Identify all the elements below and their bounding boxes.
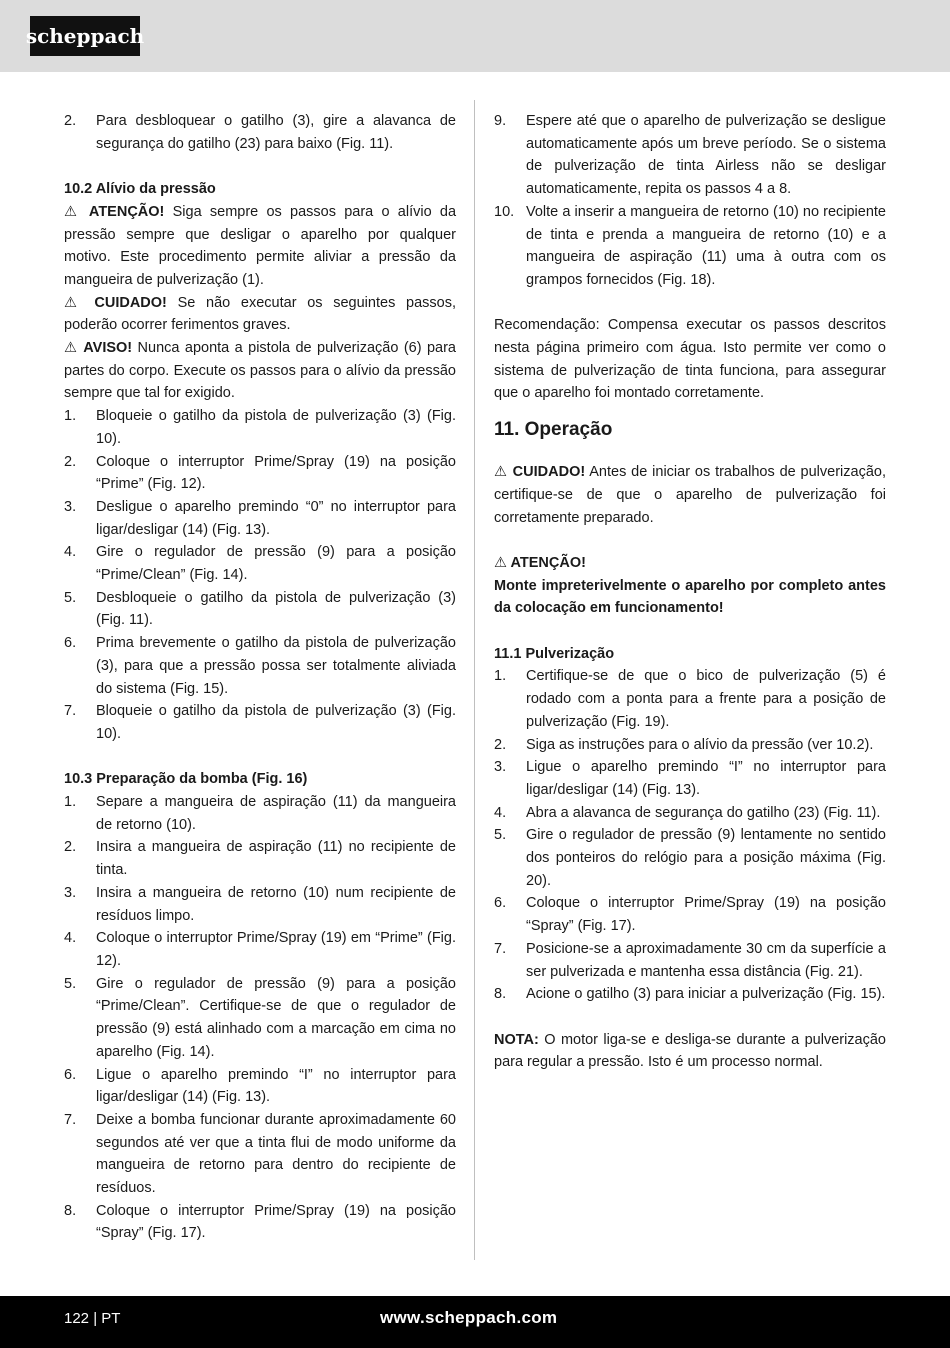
list-item [64, 110, 456, 155]
item-number: 2. [64, 839, 77, 856]
list-item [494, 734, 886, 757]
item-text: Bloqueie o gatilho da pistola de pulverização (3) (Fig. 10). [96, 703, 456, 742]
item-number: 1. [64, 408, 77, 425]
scheppach-logo: scheppach [30, 16, 140, 56]
list-item [64, 405, 456, 450]
list-item [494, 824, 886, 892]
item-number: 1. [494, 668, 507, 685]
item-number: 2. [494, 736, 507, 753]
item-number: 7. [494, 940, 507, 957]
item-text: Bloqueie o gatilho da pistola de pulverização (3) (Fig. 10). [96, 408, 456, 447]
item-text: Gire o regulador de pressão (9) lentamente no sentido dos ponteiros do relógio para a posição máxima (Fig. 20). [526, 827, 886, 889]
list-item [494, 665, 886, 733]
caution-label: ⚠ CUIDADO! [64, 294, 167, 311]
item-text: Coloque o interruptor Prime/Spray (19) em “Prime” (Fig. 12). [96, 930, 456, 969]
item-number: 10. [494, 203, 515, 220]
item-text: Posicione-se a aproximadamente 30 cm da superfície a ser pulverizada e mantenha essa distância (Fig. 21). [526, 940, 886, 980]
item-text: Volte a inserir a mangueira de retorno (10) no recipiente de tinta e prenda a mangueira de retorno (10) e a mangueira de aspiração (11) uma à outra com os grampos fornecidos (Fig. 18). [526, 203, 886, 288]
list-item [64, 700, 456, 745]
item-text: Coloque o interruptor Prime/Spray (19) na posição “Prime” (Fig. 12). [96, 453, 456, 493]
list-item [494, 938, 886, 983]
list-item [64, 1064, 456, 1109]
warning-paragraph [64, 337, 456, 405]
list-item [64, 973, 456, 1064]
item-number: 6. [64, 635, 77, 652]
caution-text: Se não executar os seguintes passos, poderão ocorrer ferimentos graves. [64, 294, 456, 334]
item-text: Coloque o interruptor Prime/Spray (19) na posição “Spray” (Fig. 17). [526, 895, 886, 935]
right-column [494, 110, 886, 1074]
list-item [494, 983, 886, 1006]
warning-label: ⚠ AVISO! [64, 340, 133, 357]
item-text: Coloque o interruptor Prime/Spray (19) na posição “Spray” (Fig. 17). [96, 1202, 456, 1242]
list-item [64, 927, 456, 972]
item-number: 3. [64, 498, 77, 515]
caution-paragraph [64, 292, 456, 337]
list-item [494, 756, 886, 801]
page-footer [0, 1296, 950, 1348]
note-paragraph [494, 1029, 886, 1074]
steps-11-1 [494, 665, 886, 1006]
list-item [494, 201, 886, 292]
list-item [64, 1109, 456, 1200]
item-number: 3. [494, 759, 507, 776]
caution-text: Antes de iniciar os trabalhos de pulverização, certifique-se de que o aparelho de pulverização foi corretamente preparado. [494, 464, 886, 526]
section-title-10-2: 10.2 Alívio da pressão [64, 181, 216, 198]
item-text: Certifique-se de que o bico de pulverização (5) é rodado com a ponta para a frente para a posição de pulverização (Fig. 19). [526, 668, 886, 730]
page-number: 122 | PT [64, 1310, 121, 1327]
recommendation-paragraph: Recomendação: Compensa executar os passos descritos nesta página primeiro com água. Isto permite ver como o sistema de pulverização de tinta funciona, para assegurar que o aparelho foi montado corretamente. [494, 317, 886, 402]
item-number: 2. [64, 453, 77, 470]
steps-10-2 [64, 405, 456, 746]
item-text: Gire o regulador de pressão (9) para a posição “Prime/Clean” (Fig. 14). [96, 544, 456, 584]
item-text: Insira a mangueira de retorno (10) num recipiente de resíduos limpo. [96, 884, 456, 924]
item-number: 5. [64, 975, 77, 992]
item-text: Abra a alavanca de segurança do gatilho (23) (Fig. 11). [526, 804, 881, 821]
list-item [64, 541, 456, 586]
caution-label: ⚠ CUIDADO! [494, 464, 586, 481]
list-item [494, 802, 886, 825]
item-text: Desbloqueie o gatilho da pistola de pulverização (3) (Fig. 11). [96, 589, 456, 629]
item-number: 2. [64, 113, 77, 129]
page-header [0, 0, 950, 72]
list-item [494, 892, 886, 937]
item-number: 1. [64, 794, 77, 811]
list-item [64, 632, 456, 700]
item-number: 8. [494, 986, 507, 1003]
item-number: 8. [64, 1202, 77, 1219]
attention-paragraph [64, 201, 456, 292]
item-text: Desligue o aparelho premindo “0” no interruptor para ligar/desligar (14) (Fig. 13). [96, 498, 456, 538]
item-text: Deixe a bomba funcionar durante aproximadamente 60 segundos até ver que a tinta flui de modo uniforme da mangueira de retorno para dentro do recipiente de resíduos. [96, 1111, 456, 1197]
warning-text: Nunca aponta a pistola de pulverização (6) para partes do corpo. Execute os passos para o alívio da pressão sempre que tal for exigido. [64, 340, 456, 402]
item-text: Ligue o aparelho premindo “I” no interruptor para ligar/desligar (14) (Fig. 13). [96, 1066, 456, 1106]
item-number: 5. [64, 589, 77, 606]
list-item [64, 791, 456, 836]
steps-10-3 [64, 791, 456, 1245]
item-text: Espere até que o aparelho de pulverização se desligue automaticamente após um breve período. Se o sistema de pulverização de tinta Airless não se desligar automaticamente, repita os passos 4 a 8. [526, 113, 886, 198]
note-label: NOTA: [494, 1031, 539, 1048]
caution-paragraph [494, 461, 886, 529]
item-text: Prima brevemente o gatilho da pistola de pulverização (3), para que a pressão possa ser totalmente aliviada do sistema (Fig. 15). [96, 635, 456, 697]
item-number: 6. [494, 895, 507, 912]
section-title-10-3: 10.3 Preparação da bomba (Fig. 16) [64, 771, 308, 788]
item-text: Separe a mangueira de aspiração (11) da mangueira de retorno (10). [96, 794, 456, 833]
list-item [64, 882, 456, 927]
item-number: 4. [64, 544, 77, 561]
item-number: 4. [494, 804, 507, 821]
list-item [64, 451, 456, 496]
item-number: 6. [64, 1066, 77, 1083]
attention-text: Monte impreterivelmente o aparelho por completo antes da colocação em funcionamento! [494, 577, 886, 617]
list-item [64, 1200, 456, 1245]
item-number: 9. [494, 113, 507, 129]
item-number: 5. [494, 827, 507, 844]
list-item [494, 110, 886, 201]
item-number: 7. [64, 703, 77, 720]
note-text: O motor liga-se e desliga-se durante a pulverização para regular a pressão. Isto é um processo normal. [494, 1031, 886, 1071]
item-text: Para desbloquear o gatilho (3), gire a alavanca de segurança do gatilho (23) para baixo (Fig. 11). [96, 113, 456, 152]
section-title-11-1: 11.1 Pulverização [494, 645, 615, 662]
item-text: Siga as instruções para o alívio da pressão (ver 10.2). [526, 736, 874, 753]
column-divider [474, 100, 475, 1260]
list-item [64, 836, 456, 881]
item-text: Acione o gatilho (3) para iniciar a pulverização (Fig. 15). [526, 986, 886, 1003]
attention-label: ⚠ ATENÇÃO! [64, 203, 165, 220]
left-column [64, 110, 456, 1245]
list-item [64, 496, 456, 541]
attention-text: Siga sempre os passos para o alívio da pressão sempre que desligar o aparelho por qualquer motivo. Este procedimento permite aliviar a pressão da mangueira de pulverização (1). [64, 203, 457, 288]
website-url: www.scheppach.com [380, 1308, 558, 1327]
item-number: 4. [64, 930, 77, 947]
list-item [64, 587, 456, 632]
attention-label: ⚠ ATENÇÃO! [494, 554, 586, 571]
item-text: Ligue o aparelho premindo “I” no interruptor para ligar/desligar (14) (Fig. 13). [526, 759, 886, 798]
item-text: Insira a mangueira de aspiração (11) no recipiente de tinta. [96, 839, 456, 879]
item-number: 7. [64, 1111, 77, 1128]
item-text: Gire o regulador de pressão (9) para a posição “Prime/Clean”. Certifique-se de que o regulador de pressão (9) está alinhado com a marcação em cima no aparelho (Fig. 14). [96, 975, 456, 1060]
item-number: 3. [64, 884, 77, 901]
section-title-11: 11. Operação [494, 419, 613, 441]
